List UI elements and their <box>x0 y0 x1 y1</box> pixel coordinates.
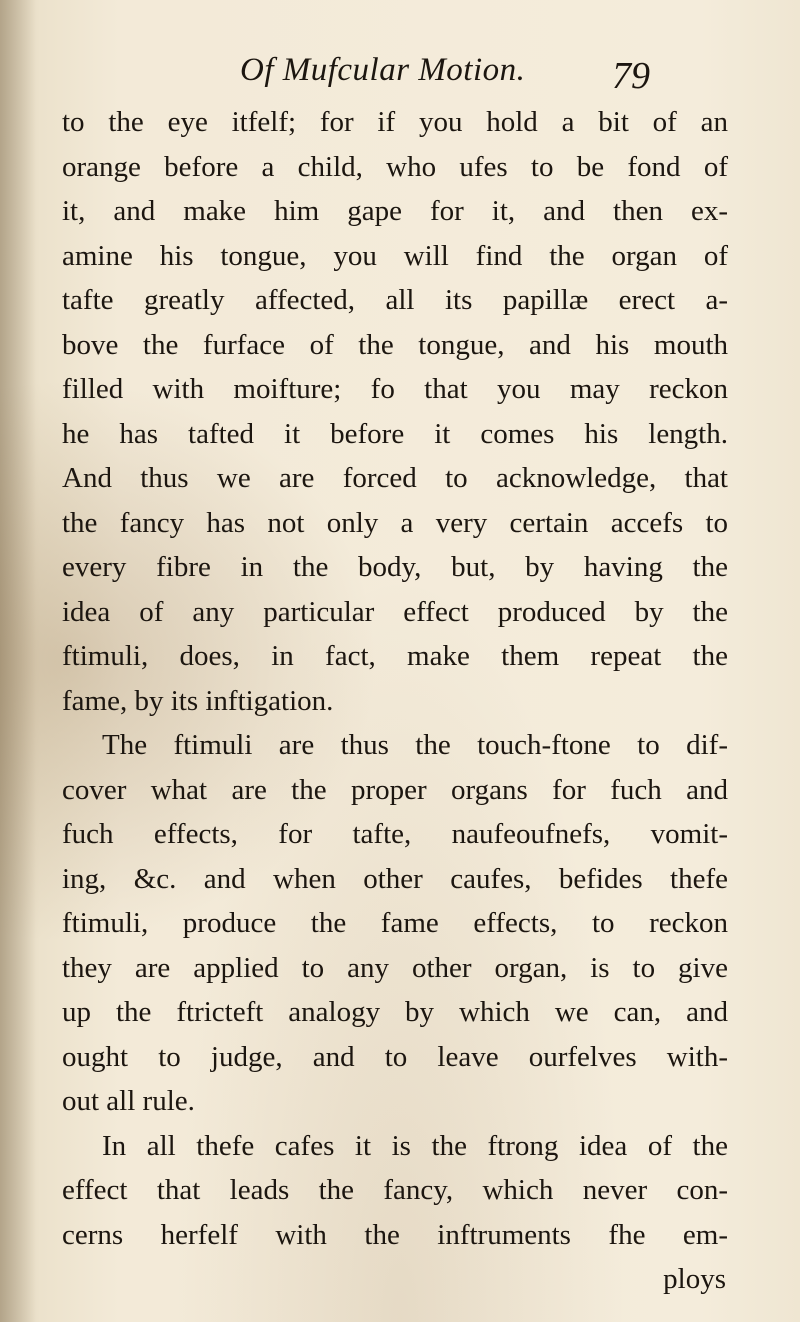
text-line: ftimuli, does, in fact, make them repeat the <box>62 640 728 672</box>
text-line: bove the furface of the tongue, and his mouth <box>62 328 728 361</box>
text-line: they are applied to any other organ, is to give <box>62 951 728 984</box>
text-line: ing, &c. and when other caufes, befides thefe <box>62 862 728 895</box>
running-title: Of Mufcular Motion. <box>240 52 526 88</box>
text-line: to the eye itfelf; for if you hold a bit of an <box>62 106 728 138</box>
paragraph-start-line: In all thefe cafes it is the ftrong idea of the <box>102 1129 728 1162</box>
text-line: orange before a child, who ufes to be fond of <box>62 150 728 183</box>
running-head <box>0 48 800 98</box>
text-line: filled with moifture; fo that you may reckon <box>62 373 728 405</box>
body-text <box>62 100 728 1302</box>
text-line: tafte greatly affected, all its papillæ erect a- <box>62 284 728 316</box>
text-line: cover what are the proper organs for fuch and <box>62 773 728 806</box>
text-line: cerns herfelf with the inftruments fhe em- <box>62 1218 728 1251</box>
page-gutter-shadow <box>0 0 36 1322</box>
text-line: fame, by its inftigation. <box>62 684 334 717</box>
text-line: every fibre in the body, but, by having the <box>62 551 728 583</box>
text-line: up the ftricteft analogy by which we can, and <box>62 996 728 1028</box>
catchword: ploys <box>663 1263 726 1295</box>
page-number: 79 <box>612 55 650 97</box>
text-line: he has tafted it before it comes his length. <box>62 417 728 450</box>
text-line: fuch effects, for tafte, naufeoufnefs, vomit- <box>62 818 728 850</box>
text-line: out all rule. <box>62 1085 195 1117</box>
text-line: ought to judge, and to leave ourfelves with- <box>62 1040 728 1073</box>
text-line: ftimuli, produce the fame effects, to reckon <box>62 907 728 939</box>
paragraph-start-line: The ftimuli are thus the touch-ftone to dif- <box>102 729 728 761</box>
text-line: idea of any particular effect produced by the <box>62 595 728 628</box>
text-line: the fancy has not only a very certain accefs to <box>62 506 728 539</box>
text-line: effect that leads the fancy, which never con- <box>62 1174 728 1206</box>
text-line: it, and make him gape for it, and then ex- <box>62 195 728 227</box>
text-line: amine his tongue, you will find the organ of <box>62 239 728 272</box>
text-line: And thus we are forced to acknowledge, that <box>62 462 728 494</box>
